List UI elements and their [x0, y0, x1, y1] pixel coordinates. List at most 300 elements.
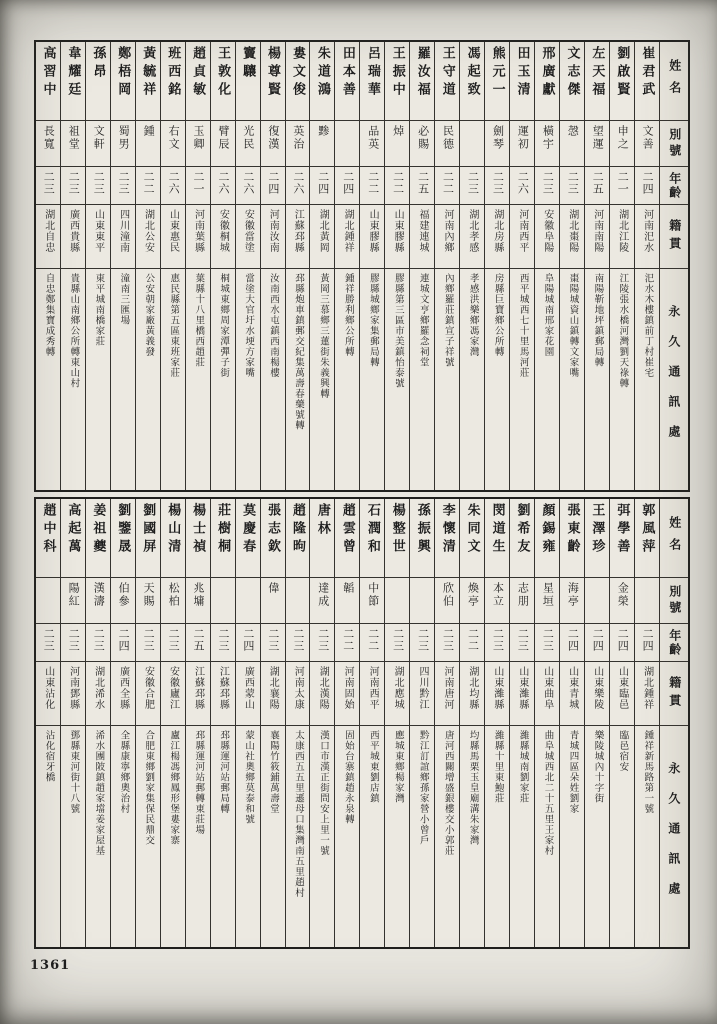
person-age-text: 二四	[566, 628, 579, 652]
person-alias	[286, 120, 310, 166]
person-address	[86, 268, 110, 490]
person-alias-text: 志朋	[516, 582, 529, 608]
person-native-place	[560, 204, 584, 268]
person-age	[61, 166, 85, 204]
person-age	[410, 623, 434, 661]
person-alias	[385, 577, 409, 623]
person-age-text: 二五	[416, 171, 429, 195]
person-alias	[360, 120, 384, 166]
person-address-text: 邳縣運河站郵轉東莊場	[193, 730, 204, 835]
person-age	[211, 623, 235, 661]
person-age-text: 二三	[216, 628, 229, 652]
person-native-place-text: 河南內鄉	[441, 209, 453, 253]
person-alias-text: 復漢	[266, 125, 279, 151]
person-address	[410, 725, 434, 947]
person-age	[36, 623, 60, 661]
person-address-text: 青城四區朵姓劉家	[567, 730, 578, 814]
person-name-text: 左天福	[590, 46, 606, 100]
person-age-text: 二四	[316, 171, 329, 195]
person-address-text: 惠民縣第五區東班家莊	[168, 273, 179, 378]
person-native-place	[610, 661, 634, 725]
person-alias-text: 長寬	[42, 125, 55, 151]
person-native-place-text: 四川黔江	[417, 666, 429, 710]
person-native-place-text: 安徽合肥	[142, 666, 154, 710]
person-alias	[236, 120, 260, 166]
person-address	[410, 268, 434, 490]
person-native-place	[286, 661, 310, 725]
person-age	[335, 623, 359, 661]
person-native-place	[136, 661, 160, 725]
person-age	[485, 166, 509, 204]
person-age	[310, 166, 334, 204]
person-alias-text: 伯參	[117, 582, 130, 608]
header-alias-label	[660, 120, 688, 166]
person-name	[111, 42, 135, 120]
person-alias-text: 橫宇	[541, 125, 554, 151]
person-name	[61, 42, 85, 120]
person-age	[510, 166, 534, 204]
person-column	[609, 499, 634, 947]
person-column	[85, 42, 110, 490]
person-native-place	[335, 661, 359, 725]
person-name	[211, 499, 235, 577]
person-age-text: 二六	[167, 171, 180, 195]
bottom-table	[34, 497, 690, 949]
person-native-place-text: 湖北公安	[142, 209, 154, 253]
person-alias	[61, 120, 85, 166]
header-name-label-text: 姓名	[667, 516, 682, 560]
person-name	[385, 42, 409, 120]
person-age-text: 二三	[67, 171, 80, 195]
person-age-text: 二二	[466, 628, 479, 652]
person-age-text: 二四	[341, 171, 354, 195]
person-alias	[211, 120, 235, 166]
header-address-label-text: 永久通訊處	[666, 304, 681, 455]
person-address	[161, 725, 185, 947]
person-name-text: 閔道生	[490, 503, 506, 557]
person-address	[460, 268, 484, 490]
person-age-text: 二六	[216, 171, 229, 195]
person-address-text: 樂陵城內十字街	[592, 730, 603, 804]
person-native-place	[136, 204, 160, 268]
header-alias-label-text: 別號	[667, 127, 682, 160]
person-alias-text: 本立	[491, 582, 504, 608]
person-age	[186, 166, 210, 204]
person-age	[560, 166, 584, 204]
person-native-place-text: 河南鄧縣	[67, 666, 79, 710]
person-age-text: 二六	[516, 171, 529, 195]
person-native-place-text: 湖北房縣	[491, 209, 503, 253]
person-name-text: 莊樹桐	[216, 503, 232, 557]
person-native-place	[261, 661, 285, 725]
person-age-text: 二四	[641, 171, 654, 195]
person-name-text: 趙隆昫	[290, 503, 306, 557]
person-age	[610, 623, 634, 661]
person-native-place	[435, 661, 459, 725]
person-alias	[310, 120, 334, 166]
person-name-text: 弭學善	[615, 503, 631, 557]
person-alias	[635, 577, 659, 623]
person-native-place	[610, 204, 634, 268]
person-name	[136, 499, 160, 577]
person-address	[535, 725, 559, 947]
person-name-text: 郭風萍	[640, 503, 656, 557]
person-name-text: 姜祖夔	[91, 503, 107, 557]
person-column	[609, 42, 634, 490]
person-column	[584, 42, 609, 490]
person-age-text: 二三	[541, 171, 554, 195]
person-age-text: 二二	[366, 628, 379, 652]
person-name-text: 馮起致	[465, 46, 481, 100]
person-address-text: 鄧縣東河街十八號	[68, 730, 79, 814]
person-address-text: 合肥東鄉劉家集保民鼎交	[143, 730, 154, 846]
person-name-text: 邢廣獻	[540, 46, 556, 100]
person-alias-text: 望運	[591, 125, 604, 151]
person-age-text: 二三	[167, 628, 180, 652]
person-alias	[435, 120, 459, 166]
person-age	[236, 623, 260, 661]
person-address-text: 邳縣運河站郵局轉	[218, 730, 229, 814]
person-alias	[435, 577, 459, 623]
person-native-place-text: 山東沾化	[42, 666, 54, 710]
person-alias	[136, 577, 160, 623]
person-column	[260, 499, 285, 947]
person-address	[585, 725, 609, 947]
person-alias	[111, 120, 135, 166]
person-name-text: 熊元一	[490, 46, 506, 100]
person-native-place	[385, 661, 409, 725]
header-address-label	[660, 268, 688, 490]
person-alias-text: 申之	[616, 125, 629, 151]
person-age-text: 二四	[616, 628, 629, 652]
person-name	[435, 499, 459, 577]
person-native-place	[286, 204, 310, 268]
person-address	[635, 268, 659, 490]
person-age	[385, 166, 409, 204]
person-column	[384, 42, 409, 490]
person-alias-text: 漢濤	[92, 582, 105, 608]
person-address	[286, 725, 310, 947]
person-alias	[485, 120, 509, 166]
person-age	[86, 166, 110, 204]
person-native-place-text: 山東樂陵	[591, 666, 603, 710]
person-age	[136, 166, 160, 204]
header-alias-label-text: 別號	[667, 584, 682, 617]
person-age	[535, 166, 559, 204]
person-address	[211, 268, 235, 490]
person-alias	[510, 120, 534, 166]
person-native-place-text: 河南葉縣	[192, 209, 204, 253]
header-column	[659, 499, 688, 947]
directory-tables	[34, 40, 690, 954]
person-alias	[161, 577, 185, 623]
person-native-place-text: 安徽桐城	[217, 209, 229, 253]
person-age-text: 二六	[241, 171, 254, 195]
person-address-text: 西平城西七十里馬河莊	[517, 273, 528, 378]
person-alias	[161, 120, 185, 166]
person-alias	[460, 120, 484, 166]
person-alias-text: 英治	[291, 125, 304, 151]
person-column	[434, 499, 459, 947]
person-name	[460, 499, 484, 577]
person-alias-text: 臂辰	[216, 125, 229, 151]
person-address-text: 房縣巨寶鄉公所轉	[492, 273, 503, 357]
person-address	[161, 268, 185, 490]
person-age	[61, 623, 85, 661]
person-address-text: 黃岡三慕鄉三蓮街朱義興轉	[317, 273, 328, 399]
person-name	[111, 499, 135, 577]
person-name	[385, 499, 409, 577]
person-native-place	[410, 204, 434, 268]
person-native-place-text: 河南汝南	[267, 209, 279, 253]
person-native-place	[535, 661, 559, 725]
person-native-place	[335, 204, 359, 268]
person-name-text: 莫慶春	[241, 503, 257, 557]
header-age-label	[660, 166, 688, 204]
person-native-place	[460, 204, 484, 268]
person-column	[634, 42, 659, 490]
person-name	[410, 42, 434, 120]
person-name-text: 田本善	[340, 46, 356, 100]
person-column	[185, 499, 210, 947]
person-native-place-text: 山東東平	[92, 209, 104, 253]
person-address	[186, 725, 210, 947]
person-address-text: 棗陽城資山鎮轉文家嘴	[567, 273, 578, 378]
person-age	[111, 623, 135, 661]
person-alias-text: 黪	[316, 125, 329, 138]
person-alias	[261, 577, 285, 623]
person-age	[435, 166, 459, 204]
person-address-text: 太康西五五里遜母口集灣南五里趙村	[293, 730, 303, 898]
person-age-text: 二五	[591, 171, 604, 195]
person-native-place	[560, 661, 584, 725]
person-name	[510, 42, 534, 120]
person-column	[60, 499, 85, 947]
person-alias-text: 鍾	[142, 125, 155, 138]
person-column	[559, 499, 584, 947]
person-address-text: 曲阜城西北二十五里王家村	[542, 730, 553, 856]
person-native-place	[161, 661, 185, 725]
person-native-place	[186, 661, 210, 725]
person-address	[435, 725, 459, 947]
person-alias	[61, 577, 85, 623]
person-column	[160, 499, 185, 947]
person-address	[485, 725, 509, 947]
person-alias	[385, 120, 409, 166]
person-alias	[86, 577, 110, 623]
person-native-place-text: 安徽阜陽	[541, 209, 553, 253]
person-native-place	[485, 204, 509, 268]
person-alias-text: 運初	[516, 125, 529, 151]
person-column	[459, 499, 484, 947]
person-name-text: 王振中	[390, 46, 406, 100]
person-alias	[236, 577, 260, 623]
person-age	[261, 623, 285, 661]
person-address	[36, 268, 60, 490]
header-name-label	[660, 42, 688, 120]
person-name	[610, 42, 634, 120]
person-address-text: 全縣康寧鄉奧治村	[118, 730, 129, 814]
person-native-place-text: 河南汜水	[641, 209, 653, 253]
person-age-text: 二三	[42, 171, 55, 195]
person-age	[635, 623, 659, 661]
person-alias	[510, 577, 534, 623]
person-alias-text: 陽紅	[67, 582, 80, 608]
header-address-label	[660, 725, 688, 947]
person-name-text: 孫昂	[91, 46, 107, 82]
person-native-place-text: 湖北棗陽	[566, 209, 578, 253]
person-name	[186, 42, 210, 120]
person-column	[559, 42, 584, 490]
person-native-place-text: 湖北漢陽	[317, 666, 329, 710]
person-alias-text: 星垣	[541, 582, 554, 608]
person-alias-text: 品英	[366, 125, 379, 151]
person-native-place	[186, 204, 210, 268]
person-address	[111, 725, 135, 947]
person-native-place	[510, 661, 534, 725]
person-native-place	[236, 661, 260, 725]
person-address-text: 當塗大官圩水埂方家嘴	[243, 273, 254, 378]
person-age-text: 二五	[192, 628, 205, 652]
person-address-text: 沾化宿牙橋	[43, 730, 54, 783]
person-column	[135, 499, 160, 947]
person-alias-text: 祖堂	[67, 125, 80, 151]
person-name-text: 黃毓祥	[141, 46, 157, 100]
person-native-place-text: 河南西平	[516, 209, 528, 253]
person-age-text: 二三	[117, 171, 130, 195]
person-address-text: 東平城南橋家莊	[93, 273, 104, 347]
person-address	[610, 725, 634, 947]
person-age	[236, 166, 260, 204]
person-native-place-text: 山東膠縣	[367, 209, 379, 253]
person-alias-text: 達成	[316, 582, 329, 608]
person-native-place	[310, 204, 334, 268]
person-native-place-text: 河南唐河	[441, 666, 453, 710]
person-age	[111, 166, 135, 204]
person-alias	[410, 120, 434, 166]
person-native-place	[585, 661, 609, 725]
person-name	[310, 499, 334, 577]
person-address-text: 襄陽竹筱鋪萬壽堂	[268, 730, 279, 814]
person-address-text: 連城文亨鄉羅念祠堂	[417, 273, 428, 368]
header-native-place-label-text: 籍貫	[667, 218, 682, 255]
person-address-text: 蒙山社奧鄉莫泰和號	[243, 730, 254, 825]
person-address	[485, 268, 509, 490]
person-address-text: 漢口市漢正街問安上里一號	[317, 730, 328, 856]
person-column	[285, 499, 310, 947]
person-alias	[460, 577, 484, 623]
person-native-place-text: 山東青城	[566, 666, 578, 710]
person-native-place-text: 山東膠縣	[392, 209, 404, 253]
header-age-label	[660, 623, 688, 661]
person-address	[61, 268, 85, 490]
person-native-place	[585, 204, 609, 268]
person-address-text: 黔江訂誼鄉孫家營小曾戶	[417, 730, 428, 846]
person-age	[460, 623, 484, 661]
person-name-text: 崔君武	[640, 46, 656, 100]
person-native-place-text: 福建連城	[417, 209, 429, 253]
person-age	[261, 166, 285, 204]
person-address	[560, 725, 584, 947]
person-native-place-text: 河南固始	[342, 666, 354, 710]
person-alias	[560, 120, 584, 166]
person-native-place-text: 山東臨邑	[616, 666, 628, 710]
person-age-text: 二三	[441, 628, 454, 652]
person-name	[86, 42, 110, 120]
person-address-text: 桐城東鄉周家潭彈子街	[218, 273, 229, 378]
person-name	[435, 42, 459, 120]
person-address	[560, 268, 584, 490]
person-name-text: 婁文俊	[290, 46, 306, 100]
person-name-text: 呂瑞華	[365, 46, 381, 100]
person-alias	[36, 577, 60, 623]
person-name	[535, 42, 559, 120]
person-age-text: 二三	[92, 628, 105, 652]
person-address-text: 均縣馬栗玉皇廟溝朱家灣	[467, 730, 478, 846]
person-age-text: 二三	[416, 628, 429, 652]
header-age-label-text: 年齡	[667, 171, 682, 200]
person-native-place-text: 湖北江陵	[616, 209, 628, 253]
header-age-label-text: 年齡	[667, 628, 682, 657]
person-name	[186, 499, 210, 577]
person-age	[360, 166, 384, 204]
person-name	[635, 42, 659, 120]
person-age-text: 二三	[92, 171, 105, 195]
person-address-text: 廬江楊馮鄉鳳形堡婁家寨	[168, 730, 179, 846]
person-alias-text: 金榮	[616, 582, 629, 608]
person-alias	[261, 120, 285, 166]
person-address-text: 膠縣城鄉家集郵局轉	[367, 273, 378, 368]
person-age-text: 二二	[391, 171, 404, 195]
person-age-text: 二三	[142, 628, 155, 652]
person-alias-text: 蜀男	[117, 125, 130, 151]
person-alias	[560, 577, 584, 623]
person-age	[585, 623, 609, 661]
person-address	[236, 268, 260, 490]
person-native-place	[485, 661, 509, 725]
person-alias-text: 兆墉	[192, 582, 205, 608]
person-column	[334, 42, 359, 490]
person-age	[136, 623, 160, 661]
person-native-place-text: 湖北鍾祥	[342, 209, 354, 253]
person-alias-text: 偉	[266, 582, 279, 595]
person-native-place	[635, 204, 659, 268]
person-name	[161, 499, 185, 577]
person-alias	[310, 577, 334, 623]
person-name-text: 孫振興	[415, 503, 431, 557]
person-age-text: 二四	[117, 628, 130, 652]
person-native-place	[111, 661, 135, 725]
person-age	[310, 623, 334, 661]
person-address-text: 西平城東劉店鎮	[367, 730, 378, 804]
person-address-text: 汝南西水屯鎮西南楊樓	[268, 273, 279, 378]
person-native-place	[86, 661, 110, 725]
person-age	[286, 166, 310, 204]
person-native-place	[435, 204, 459, 268]
person-age-text: 二一	[192, 171, 205, 195]
person-age-text: 二二	[441, 171, 454, 195]
person-name	[261, 499, 285, 577]
person-address	[310, 725, 334, 947]
person-age	[161, 166, 185, 204]
person-age	[86, 623, 110, 661]
person-address	[335, 725, 359, 947]
person-age-text: 二三	[391, 628, 404, 652]
person-name-text: 張東齡	[565, 503, 581, 557]
page-number: 1361	[30, 958, 71, 973]
person-age-text: 二四	[241, 628, 254, 652]
person-name-text: 高習中	[41, 46, 57, 100]
